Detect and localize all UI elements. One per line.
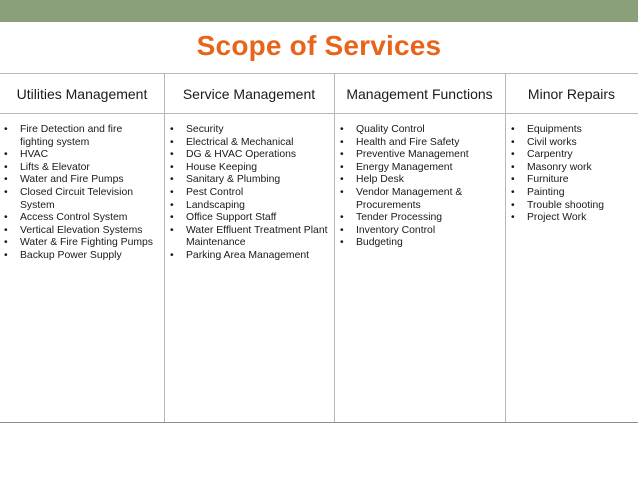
list-item: • Civil works <box>509 137 633 150</box>
list-item: • DG & HVAC Operations <box>168 149 328 162</box>
list-item: • Furniture <box>509 174 633 187</box>
list-item: • Vendor Management & Procurements <box>338 187 498 212</box>
top-accent-bar <box>0 0 638 22</box>
list-item: • Project Work <box>509 212 633 225</box>
services-table <box>0 73 638 423</box>
list-item: • Access Control System <box>2 212 154 225</box>
list-item: • Help Desk <box>338 174 498 187</box>
list-item: • Carpentry <box>509 149 633 162</box>
list-item: • Parking Area Management <box>168 250 328 263</box>
list-item: • HVAC <box>2 149 154 162</box>
column-header-service: Service Management <box>182 86 316 102</box>
list-item: • Pest Control <box>168 187 328 200</box>
list-item: • Trouble shooting <box>509 200 633 213</box>
list-service <box>168 124 328 263</box>
column-header-minor-repairs: Minor Repairs <box>527 86 616 102</box>
list-item: • Backup Power Supply <box>2 250 154 263</box>
list-item: • Landscaping <box>168 200 328 213</box>
list-item: • Budgeting <box>338 237 498 250</box>
column-header-utilities: Utilities Management <box>16 86 148 102</box>
list-item: • Lifts & Elevator <box>2 162 154 175</box>
list-item: • Fire Detection and fire fighting system <box>2 124 154 149</box>
column-header-management: Management Functions <box>346 86 493 102</box>
list-minor-repairs <box>509 124 633 225</box>
list-item: • Equipments <box>509 124 633 137</box>
list-item: • Water & Fire Fighting Pumps <box>2 237 154 250</box>
list-item: • Quality Control <box>338 124 498 137</box>
list-item: • Health and Fire Safety <box>338 137 498 150</box>
list-item: • Energy Management <box>338 162 498 175</box>
list-item: • Sanitary & Plumbing <box>168 174 328 187</box>
list-item: • Closed Circuit Television System <box>2 187 154 212</box>
list-item: • Masonry work <box>509 162 633 175</box>
list-item: • Electrical & Mechanical <box>168 137 328 150</box>
list-item: • Water and Fire Pumps <box>2 174 154 187</box>
list-item: • Office Support Staff <box>168 212 328 225</box>
list-item: • Water Effluent Treatment Plant Maintenance <box>168 225 328 250</box>
page-title: Scope of Services <box>196 30 442 61</box>
list-item: • Inventory Control <box>338 225 498 238</box>
list-item: • House Keeping <box>168 162 328 175</box>
list-item: • Security <box>168 124 328 137</box>
list-item: • Painting <box>509 187 633 200</box>
list-utilities <box>2 124 154 263</box>
list-management <box>338 124 498 250</box>
list-item: • Tender Processing <box>338 212 498 225</box>
table-body-row <box>0 114 638 422</box>
list-item: • Preventive Management <box>338 149 498 162</box>
list-item: • Vertical Elevation Systems <box>2 225 154 238</box>
